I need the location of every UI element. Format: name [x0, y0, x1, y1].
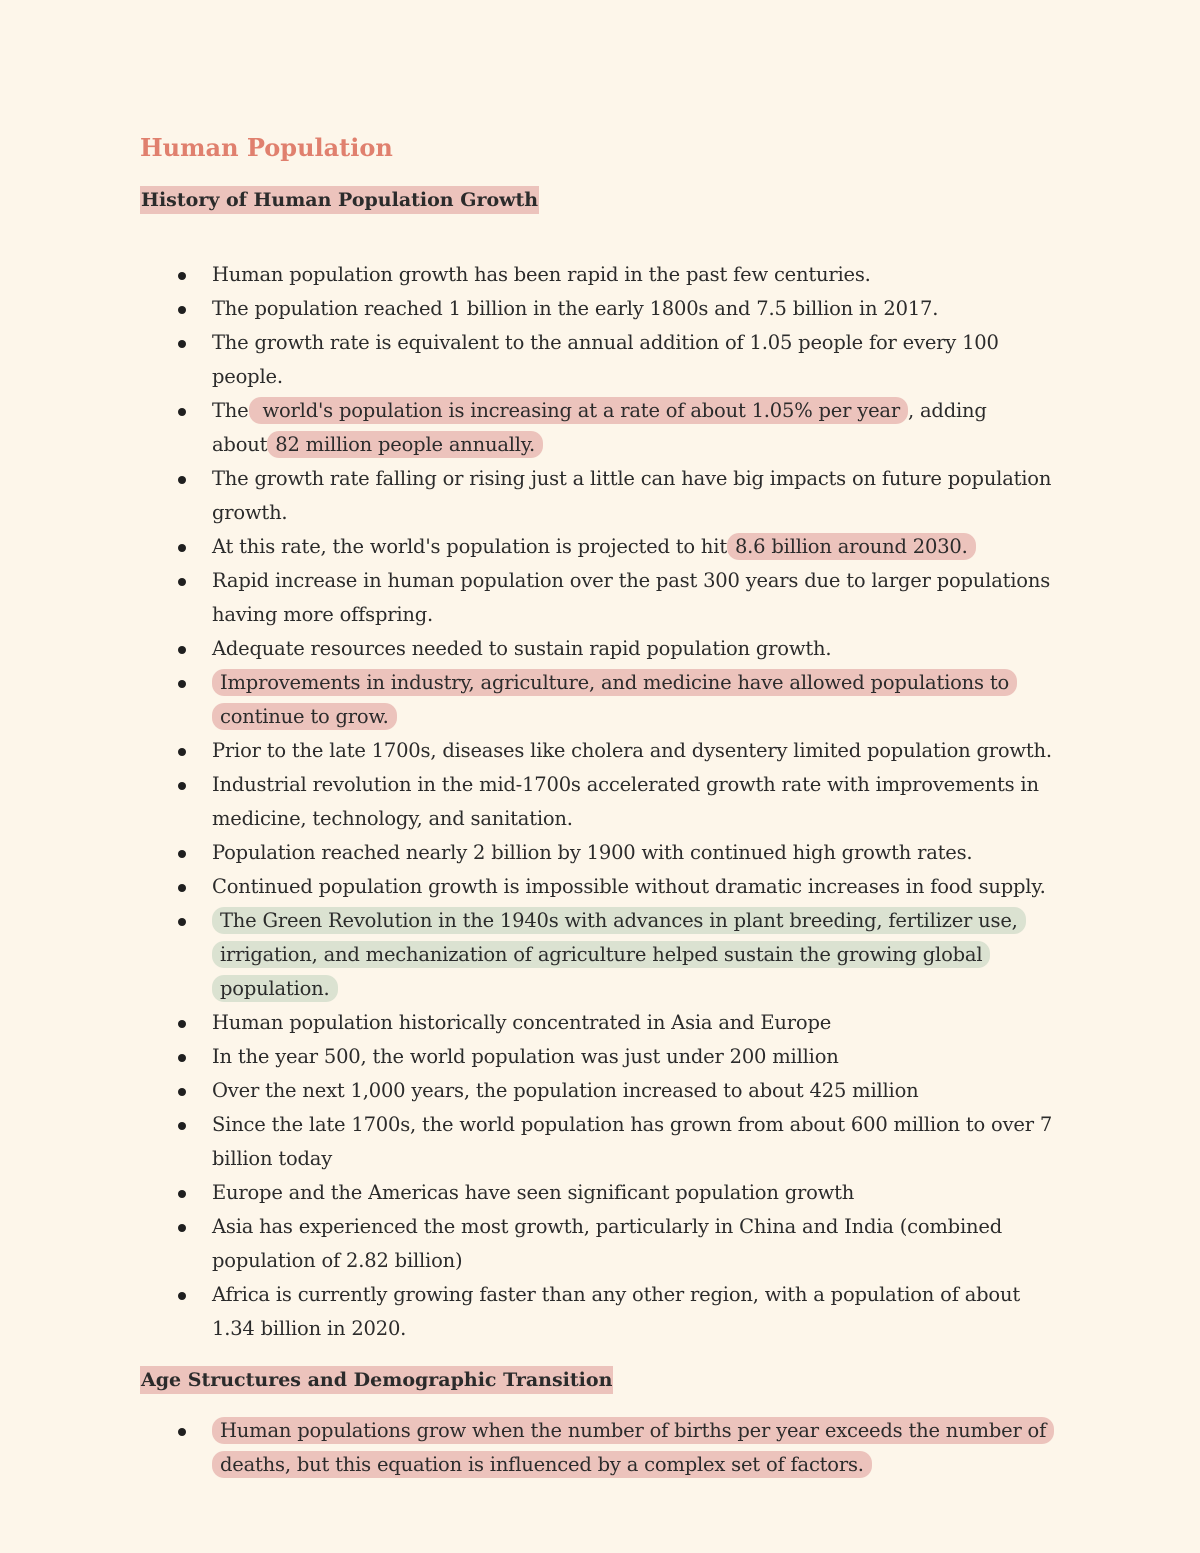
highlighted-text: world's population is increasing at a rate of about 1.05% per year [249, 397, 908, 424]
section-heading-history: History of Human Population Growth [140, 186, 539, 214]
list-item: Human population historically concentrated in Asia and Europe [212, 1006, 1060, 1040]
list-item: Industrial revolution in the mid-1700s accelerated growth rate with improvements in medicine, technology, and sanitation. [212, 768, 1060, 836]
bullet-icon [178, 884, 186, 892]
bullet-icon [178, 1224, 186, 1232]
list-item: Adequate resources needed to sustain rapid population growth. [212, 632, 1060, 666]
bullet-icon [178, 272, 186, 280]
list-item: Over the next 1,000 years, the population increased to about 425 million [212, 1074, 1060, 1108]
list-item [212, 1414, 1060, 1482]
list-item: Asia has experienced the most growth, particularly in China and India (combined population of 2.82 billion) [212, 1210, 1060, 1278]
highlighted-text: 8.6 billion around 2030. [727, 533, 976, 560]
highlighted-text: The Green Revolution in the 1940s with advances in plant breeding, fertilizer use, irrigation, and mechanization of agriculture helped sustain the growing global population. [212, 907, 1026, 1002]
highlighted-text: 82 million people annually. [267, 431, 543, 458]
document-page [140, 128, 1060, 1482]
list-item: Europe and the Americas have seen significant population growth [212, 1176, 1060, 1210]
age-structures-bullet-list [140, 1414, 1060, 1482]
list-item [212, 666, 1060, 734]
bullet-icon [178, 1088, 186, 1096]
list-item: Human population growth has been rapid in the past few centuries. [212, 258, 1060, 292]
list-item [212, 904, 1060, 1006]
list-item: Since the late 1700s, the world population has grown from about 600 million to over 7 billion today [212, 1108, 1060, 1176]
list-item: The growth rate is equivalent to the annual addition of 1.05 people for every 100 people. [212, 326, 1060, 394]
bullet-icon [178, 1122, 186, 1130]
bullet-icon [178, 1292, 186, 1300]
bullet-icon [178, 1428, 186, 1436]
bullet-icon [178, 408, 186, 416]
bullet-icon [178, 544, 186, 552]
bullet-icon [178, 306, 186, 314]
bullet-icon [178, 782, 186, 790]
list-item: The world's population is increasing at a rate of about 1.05% per year , adding about 82 million people annually. [212, 394, 1060, 462]
bullet-icon [178, 850, 186, 858]
bullet-icon [178, 1020, 186, 1028]
list-item: The population reached 1 billion in the early 1800s and 7.5 billion in 2017. [212, 292, 1060, 326]
list-item: Continued population growth is impossible without dramatic increases in food supply. [212, 870, 1060, 904]
bullet-icon [178, 476, 186, 484]
bullet-icon [178, 646, 186, 654]
bullet-icon [178, 340, 186, 348]
list-item: Prior to the late 1700s, diseases like cholera and dysentery limited population growth. [212, 734, 1060, 768]
history-bullet-list [140, 258, 1060, 1346]
list-item: Rapid increase in human population over the past 300 years due to larger populations having more offspring. [212, 564, 1060, 632]
bullet-icon [178, 578, 186, 586]
list-item: In the year 500, the world population was just under 200 million [212, 1040, 1060, 1074]
bullet-icon [178, 748, 186, 756]
highlighted-text: Human populations grow when the number of births per year exceeds the number of deaths, but this equation is influenced by a complex set of factors. [212, 1417, 1054, 1478]
section-heading-age-structures: Age Structures and Demographic Transition [140, 1366, 613, 1394]
bullet-icon [178, 680, 186, 688]
bullet-icon [178, 1190, 186, 1198]
list-item: Africa is currently growing faster than any other region, with a population of about 1.34 billion in 2020. [212, 1278, 1060, 1346]
bullet-icon [178, 918, 186, 926]
document-title: Human Population [140, 133, 393, 162]
highlighted-text: Improvements in industry, agriculture, and medicine have allowed populations to continue to grow. [212, 669, 1017, 730]
list-item: At this rate, the world's population is projected to hit 8.6 billion around 2030. [212, 530, 1060, 564]
bullet-icon [178, 1054, 186, 1062]
list-item: Population reached nearly 2 billion by 1900 with continued high growth rates. [212, 836, 1060, 870]
list-item: The growth rate falling or rising just a little can have big impacts on future population growth. [212, 462, 1060, 530]
